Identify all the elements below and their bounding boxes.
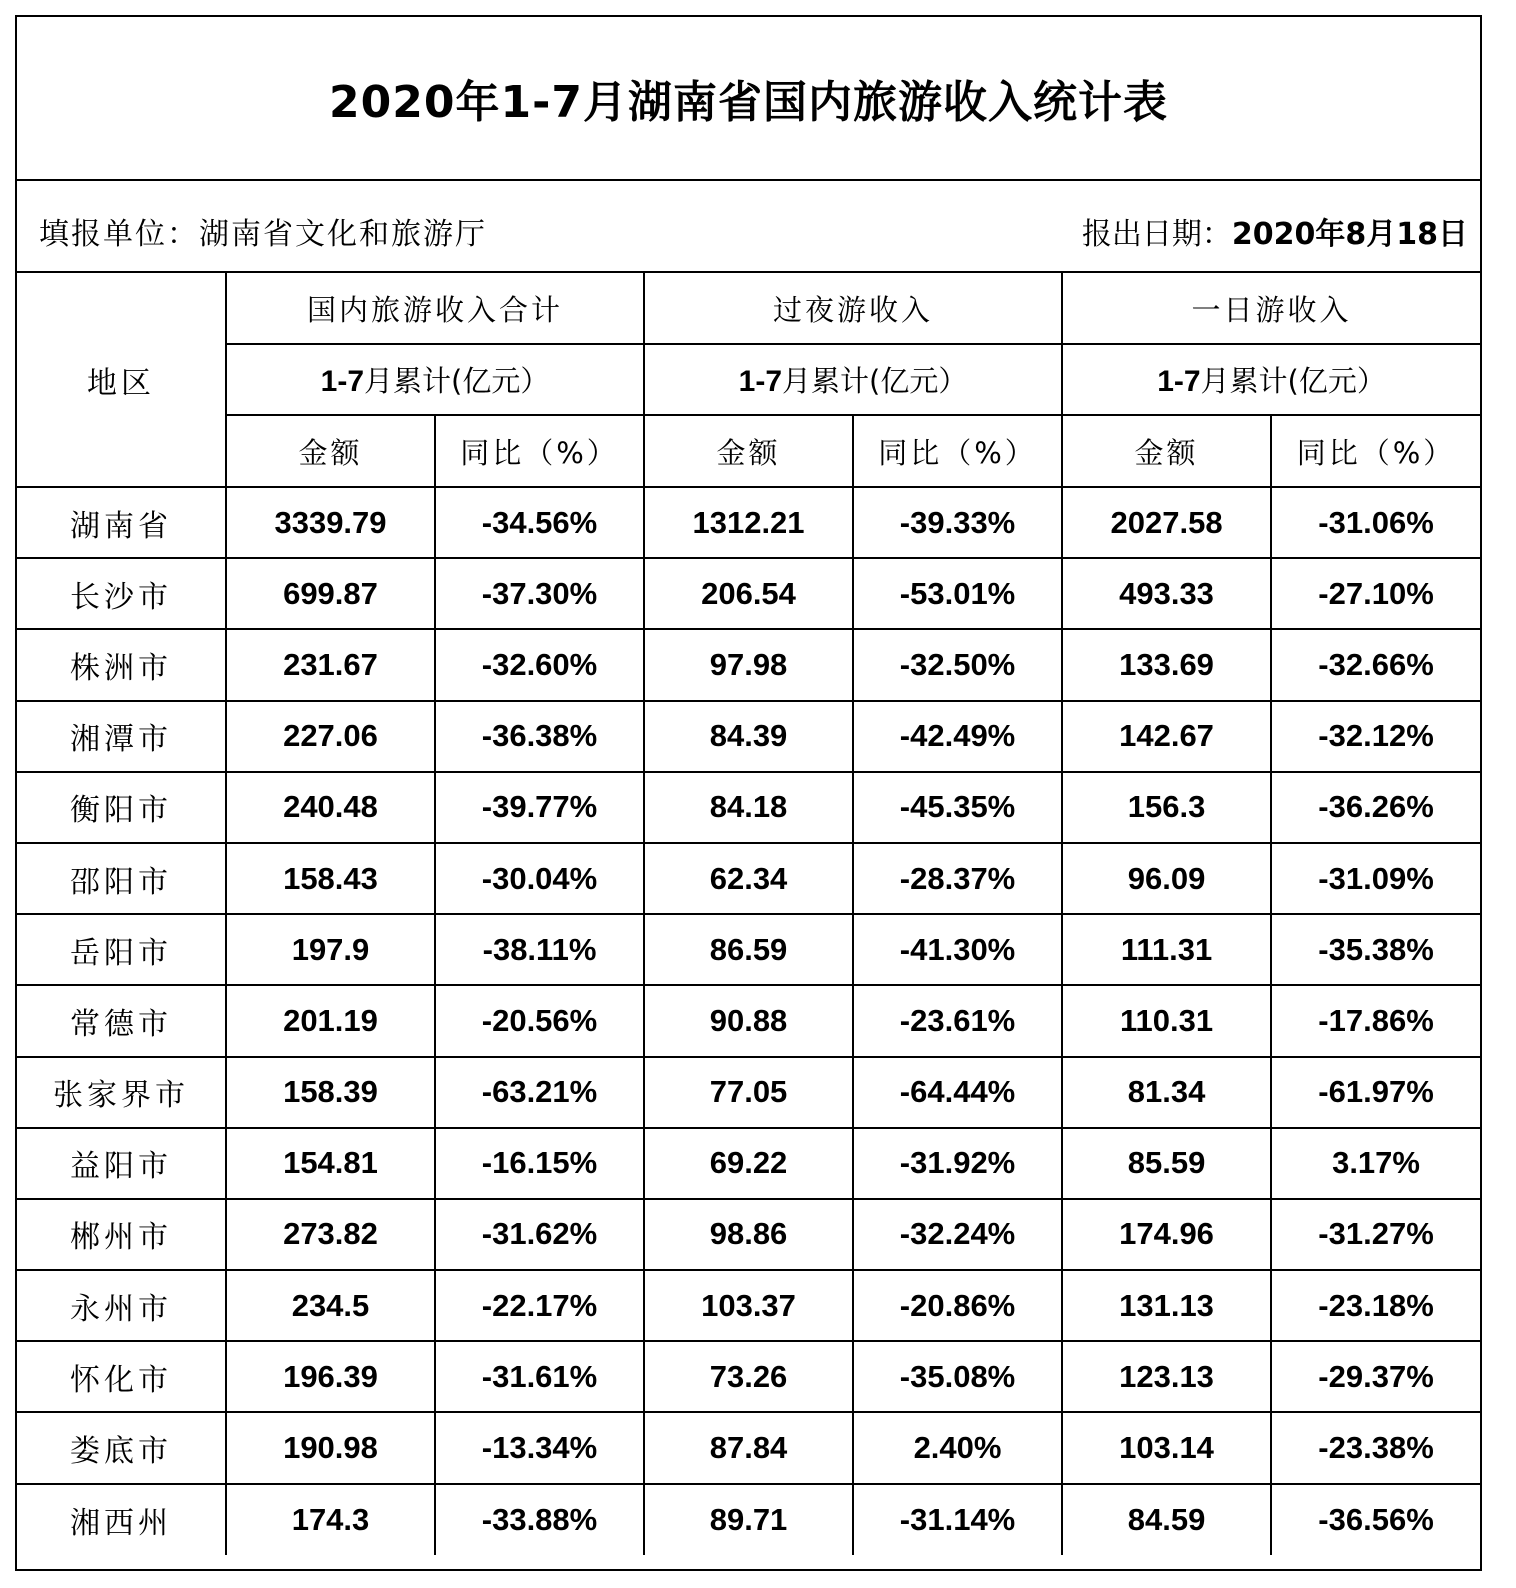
overnight-yoy-cell: -64.44% (853, 1057, 1062, 1128)
table-row (17, 1270, 1480, 1341)
total-yoy-cell: -31.62% (435, 1199, 644, 1270)
region-cell: 娄底市 (17, 1412, 226, 1483)
total-amount-cell: 699.87 (226, 558, 435, 629)
total-amount-cell: 158.39 (226, 1057, 435, 1128)
overnight-yoy-cell: -41.30% (853, 914, 1062, 985)
header-amount-day: 金额 (1062, 415, 1271, 487)
day-amount-cell: 142.67 (1062, 701, 1271, 772)
total-amount-cell: 231.67 (226, 629, 435, 700)
region-cell: 长沙市 (17, 558, 226, 629)
table-row (17, 914, 1480, 985)
total-amount-cell: 197.9 (226, 914, 435, 985)
region-cell: 岳阳市 (17, 914, 226, 985)
day-yoy-cell: -27.10% (1271, 558, 1480, 629)
region-cell: 怀化市 (17, 1341, 226, 1412)
header-group-overnight: 过夜游收入 (644, 273, 1062, 344)
overnight-amount-cell: 1312.21 (644, 487, 853, 558)
total-yoy-cell: -37.30% (435, 558, 644, 629)
header-yoy-total: 同比（%） (435, 415, 644, 487)
day-amount-cell: 493.33 (1062, 558, 1271, 629)
total-yoy-cell: -22.17% (435, 1270, 644, 1341)
total-amount-cell: 174.3 (226, 1484, 435, 1555)
overnight-yoy-cell: -42.49% (853, 701, 1062, 772)
day-yoy-cell: -31.06% (1271, 487, 1480, 558)
header-period-day (1062, 344, 1480, 415)
overnight-yoy-cell: -28.37% (853, 843, 1062, 914)
statistics-sheet (15, 15, 1482, 1571)
overnight-amount-cell: 84.39 (644, 701, 853, 772)
reporting-unit-label: 填报单位： (39, 217, 199, 252)
day-amount-cell: 111.31 (1062, 914, 1271, 985)
period-range: 1-7 (1157, 365, 1201, 398)
table-row (17, 487, 1480, 558)
day-amount-cell: 174.96 (1062, 1199, 1271, 1270)
revenue-table (17, 273, 1480, 1555)
reporting-unit (39, 209, 487, 253)
region-cell: 永州市 (17, 1270, 226, 1341)
overnight-amount-cell: 90.88 (644, 985, 853, 1056)
period-range: 1-7 (738, 365, 783, 398)
report-date-label: 报出日期： (1081, 217, 1232, 252)
title-row (17, 17, 1480, 181)
report-date-value: 2020年8月18日 (1231, 217, 1468, 252)
overnight-amount-cell: 84.18 (644, 772, 853, 843)
total-yoy-cell: -20.56% (435, 985, 644, 1056)
header-yoy-day: 同比（%） (1271, 415, 1480, 487)
day-yoy-cell: -36.56% (1271, 1484, 1480, 1555)
day-yoy-cell: 3.17% (1271, 1128, 1480, 1199)
overnight-amount-cell: 73.26 (644, 1341, 853, 1412)
header-amount-overnight: 金额 (644, 415, 853, 487)
overnight-amount-cell: 206.54 (644, 558, 853, 629)
overnight-yoy-cell: -39.33% (853, 487, 1062, 558)
day-yoy-cell: -29.37% (1271, 1341, 1480, 1412)
total-amount-cell: 273.82 (226, 1199, 435, 1270)
overnight-yoy-cell: -32.24% (853, 1199, 1062, 1270)
day-amount-cell: 103.14 (1062, 1412, 1271, 1483)
total-yoy-cell: -34.56% (435, 487, 644, 558)
overnight-yoy-cell: -53.01% (853, 558, 1062, 629)
table-row (17, 843, 1480, 914)
day-yoy-cell: -23.38% (1271, 1412, 1480, 1483)
table-row (17, 1341, 1480, 1412)
overnight-amount-cell: 103.37 (644, 1270, 853, 1341)
table-row (17, 772, 1480, 843)
total-amount-cell: 158.43 (226, 843, 435, 914)
overnight-yoy-cell: -23.61% (853, 985, 1062, 1056)
total-yoy-cell: -39.77% (435, 772, 644, 843)
period-unit: 月累计(亿元） (782, 364, 968, 398)
page-title: 2020年1-7月湖南省国内旅游收入统计表 (329, 77, 1168, 128)
table-row (17, 1412, 1480, 1483)
header-yoy-overnight: 同比（%） (853, 415, 1062, 487)
day-yoy-cell: -31.27% (1271, 1199, 1480, 1270)
overnight-amount-cell: 86.59 (644, 914, 853, 985)
day-amount-cell: 96.09 (1062, 843, 1271, 914)
overnight-yoy-cell: 2.40% (853, 1412, 1062, 1483)
period-unit: 月累计(亿元） (364, 364, 550, 398)
region-cell: 衡阳市 (17, 772, 226, 843)
total-yoy-cell: -30.04% (435, 843, 644, 914)
table-row (17, 701, 1480, 772)
header-period-total (226, 344, 644, 415)
overnight-yoy-cell: -35.08% (853, 1341, 1062, 1412)
table-row (17, 985, 1480, 1056)
overnight-amount-cell: 69.22 (644, 1128, 853, 1199)
day-amount-cell: 131.13 (1062, 1270, 1271, 1341)
day-yoy-cell: -23.18% (1271, 1270, 1480, 1341)
day-amount-cell: 2027.58 (1062, 487, 1271, 558)
total-amount-cell: 3339.79 (226, 487, 435, 558)
day-amount-cell: 133.69 (1062, 629, 1271, 700)
total-amount-cell: 154.81 (226, 1128, 435, 1199)
table-row (17, 1199, 1480, 1270)
total-yoy-cell: -33.88% (435, 1484, 644, 1555)
total-yoy-cell: -38.11% (435, 914, 644, 985)
overnight-amount-cell: 62.34 (644, 843, 853, 914)
total-amount-cell: 240.48 (226, 772, 435, 843)
total-amount-cell: 227.06 (226, 701, 435, 772)
table-row (17, 558, 1480, 629)
overnight-amount-cell: 98.86 (644, 1199, 853, 1270)
region-cell: 株洲市 (17, 629, 226, 700)
total-amount-cell: 201.19 (226, 985, 435, 1056)
reporting-unit-value: 湖南省文化和旅游厅 (199, 217, 487, 252)
table-row (17, 1057, 1480, 1128)
total-yoy-cell: -13.34% (435, 1412, 644, 1483)
header-group-day: 一日游收入 (1062, 273, 1480, 344)
day-yoy-cell: -31.09% (1271, 843, 1480, 914)
day-amount-cell: 123.13 (1062, 1341, 1271, 1412)
table-row (17, 1484, 1480, 1555)
header-region: 地区 (17, 273, 226, 487)
day-amount-cell: 85.59 (1062, 1128, 1271, 1199)
region-cell: 湘西州 (17, 1484, 226, 1555)
overnight-amount-cell: 77.05 (644, 1057, 853, 1128)
header-row-groups (17, 273, 1480, 344)
total-yoy-cell: -32.60% (435, 629, 644, 700)
total-amount-cell: 190.98 (226, 1412, 435, 1483)
table-row (17, 629, 1480, 700)
overnight-yoy-cell: -32.50% (853, 629, 1062, 700)
day-yoy-cell: -32.66% (1271, 629, 1480, 700)
total-yoy-cell: -36.38% (435, 701, 644, 772)
overnight-amount-cell: 89.71 (644, 1484, 853, 1555)
day-yoy-cell: -32.12% (1271, 701, 1480, 772)
header-amount-total: 金额 (226, 415, 435, 487)
region-cell: 湖南省 (17, 487, 226, 558)
total-yoy-cell: -63.21% (435, 1057, 644, 1128)
overnight-amount-cell: 87.84 (644, 1412, 853, 1483)
day-amount-cell: 84.59 (1062, 1484, 1271, 1555)
day-yoy-cell: -61.97% (1271, 1057, 1480, 1128)
period-unit: 月累计(亿元） (1200, 364, 1386, 398)
day-yoy-cell: -35.38% (1271, 914, 1480, 985)
overnight-amount-cell: 97.98 (644, 629, 853, 700)
day-yoy-cell: -17.86% (1271, 985, 1480, 1056)
day-amount-cell: 81.34 (1062, 1057, 1271, 1128)
day-amount-cell: 110.31 (1062, 985, 1271, 1056)
total-yoy-cell: -16.15% (435, 1128, 644, 1199)
region-cell: 郴州市 (17, 1199, 226, 1270)
info-row (17, 181, 1480, 273)
region-cell: 湘潭市 (17, 701, 226, 772)
region-cell: 张家界市 (17, 1057, 226, 1128)
header-group-total: 国内旅游收入合计 (226, 273, 644, 344)
overnight-yoy-cell: -31.14% (853, 1484, 1062, 1555)
report-date (1082, 209, 1468, 253)
total-yoy-cell: -31.61% (435, 1341, 644, 1412)
header-row-period (17, 344, 1480, 415)
total-amount-cell: 234.5 (226, 1270, 435, 1341)
day-yoy-cell: -36.26% (1271, 772, 1480, 843)
overnight-yoy-cell: -31.92% (853, 1128, 1062, 1199)
period-range: 1-7 (320, 365, 365, 398)
header-row-columns (17, 415, 1480, 487)
total-amount-cell: 196.39 (226, 1341, 435, 1412)
region-cell: 益阳市 (17, 1128, 226, 1199)
day-amount-cell: 156.3 (1062, 772, 1271, 843)
overnight-yoy-cell: -20.86% (853, 1270, 1062, 1341)
table-row (17, 1128, 1480, 1199)
table-body (17, 273, 1480, 1555)
region-cell: 邵阳市 (17, 843, 226, 914)
header-period-overnight (644, 344, 1062, 415)
region-cell: 常德市 (17, 985, 226, 1056)
overnight-yoy-cell: -45.35% (853, 772, 1062, 843)
